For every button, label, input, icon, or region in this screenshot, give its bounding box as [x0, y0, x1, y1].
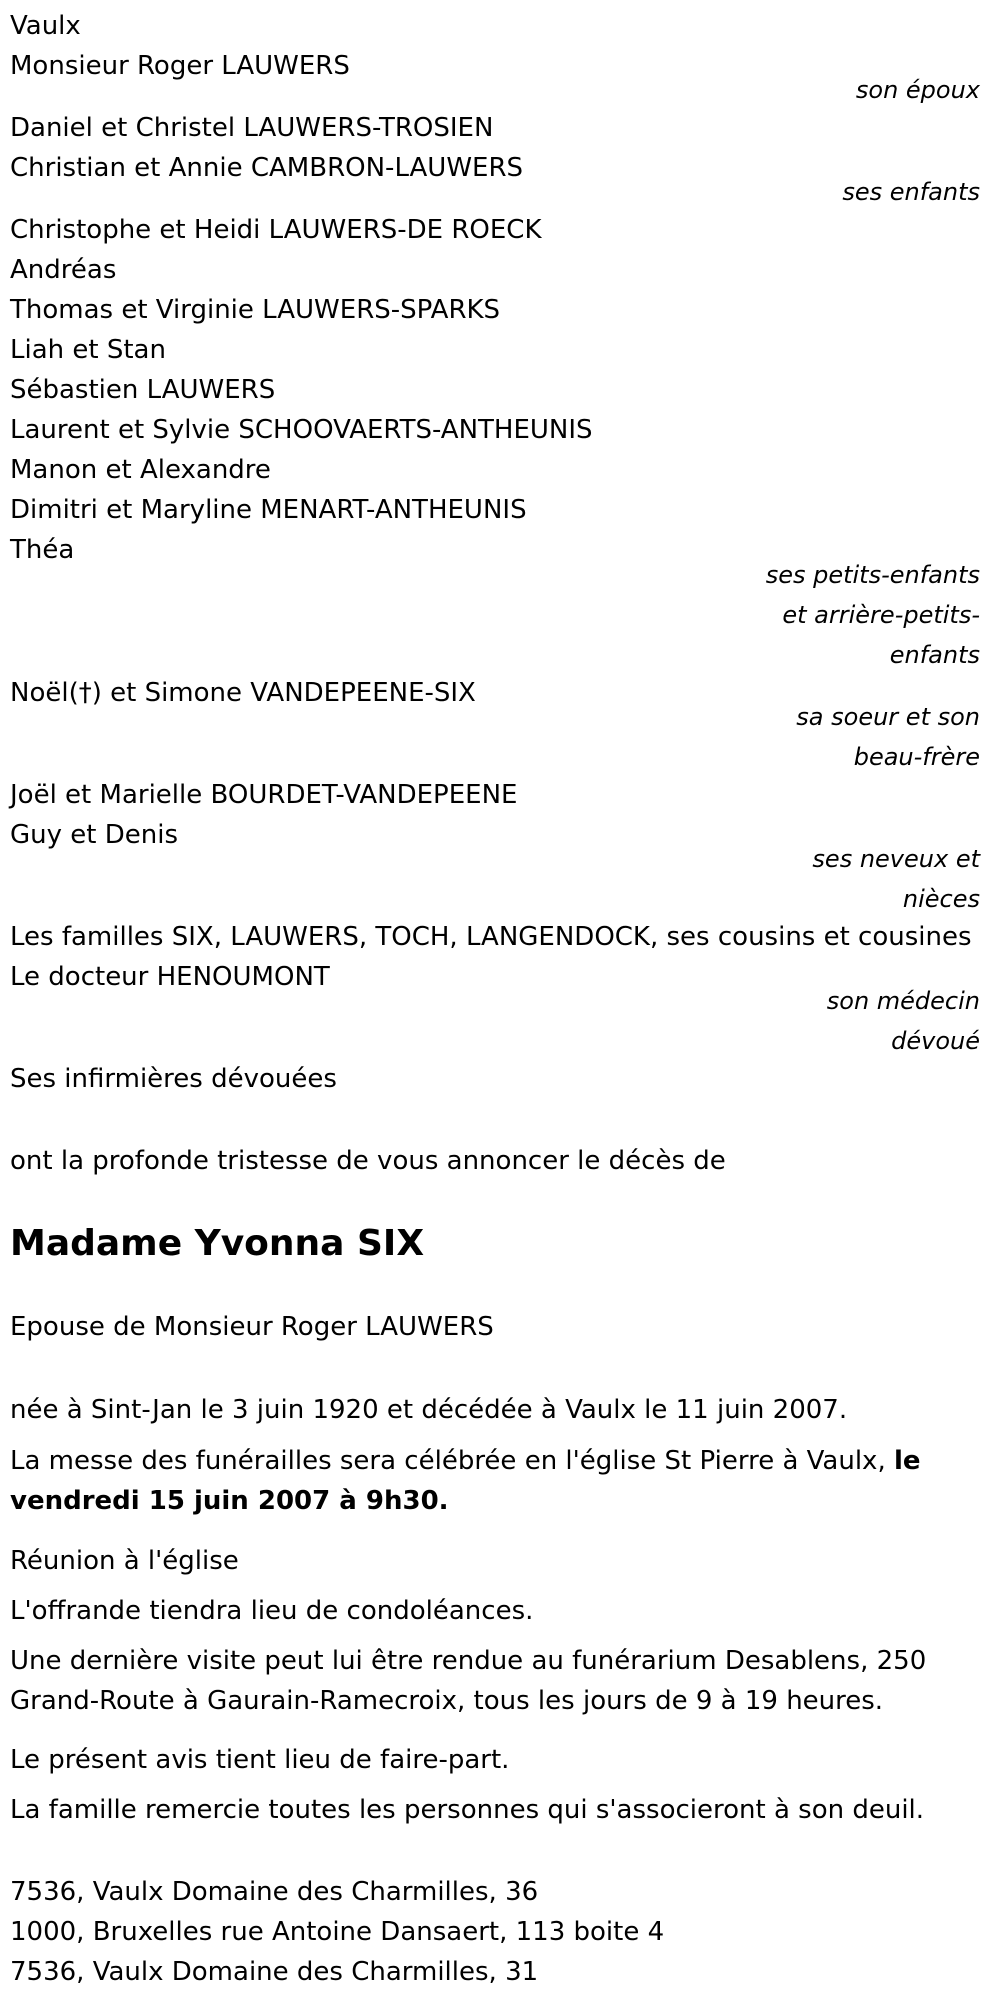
birth-death-line: née à Sint-Jan le 3 juin 1920 et décédée à Vaulx le 11 juin 2007.: [10, 1395, 848, 1425]
family-line: Vaulx: [10, 11, 81, 41]
address-line: 7536, Vaulx Domaine des Charmilles, 36: [10, 1877, 539, 1907]
family-line: Le docteur HENOUMONT: [10, 962, 330, 992]
visit-paragraph: Une dernière visite peut lui être rendue au funérarium Desablens, 250 Grand-Route à Gaurain-Ramecroix, tous les jours de 9 à 19 heures.: [10, 1646, 927, 1716]
relation-label: beau-frère: [853, 743, 980, 771]
relation-label: ses neveux et: [812, 845, 980, 873]
mass-date: le vendredi 15 juin 2007 à 9h30.: [10, 1446, 921, 1516]
family-line: Théa: [10, 535, 75, 565]
notice-line: Le présent avis tient lieu de faire-part.: [10, 1745, 510, 1775]
relation-label: dévoué: [891, 1027, 980, 1055]
relation-label: son médecin: [826, 987, 980, 1015]
family-line: Guy et Denis: [10, 820, 178, 850]
family-line: Christophe et Heidi LAUWERS-DE ROECK: [10, 215, 542, 245]
address-line: 1000, Bruxelles rue Antoine Dansaert, 113 boite 4: [10, 1917, 665, 1947]
offering-line: L'offrande tiendra lieu de condoléances.: [10, 1596, 534, 1626]
relation-label: son époux: [855, 76, 980, 104]
mass-paragraph: [10, 1441, 970, 1521]
relation-label: nièces: [902, 885, 980, 913]
family-line: Dimitri et Maryline MENART-ANTHEUNIS: [10, 495, 527, 525]
family-line: Monsieur Roger LAUWERS: [10, 51, 350, 81]
family-line: Laurent et Sylvie SCHOOVAERTS-ANTHEUNIS: [10, 415, 593, 445]
family-line: Daniel et Christel LAUWERS-TROSIEN: [10, 113, 494, 143]
family-line: Sébastien LAUWERS: [10, 375, 276, 405]
family-line: Noël(†) et Simone VANDEPEENE-SIX: [10, 678, 476, 708]
family-line: Liah et Stan: [10, 335, 166, 365]
relation-label: sa soeur et son: [796, 703, 980, 731]
relation-label: ses enfants: [842, 178, 980, 206]
family-line: Manon et Alexandre: [10, 455, 271, 485]
family-line: Thomas et Virginie LAUWERS-SPARKS: [10, 295, 501, 325]
family-line: Les familles SIX, LAUWERS, TOCH, LANGENDOCK, ses cousins et cousines: [10, 922, 972, 952]
mass-text: La messe des funérailles sera célébrée en l'église St Pierre à Vaulx,: [10, 1446, 894, 1476]
relation-label: et arrière-petits-: [782, 601, 980, 629]
family-line: Christian et Annie CAMBRON-LAUWERS: [10, 153, 524, 183]
thanks-line: La famille remercie toutes les personnes qui s'associeront à son deuil.: [10, 1795, 925, 1825]
relation-label: enfants: [889, 641, 980, 669]
reunion-line: Réunion à l'église: [10, 1546, 239, 1576]
family-line: Ses infirmières dévouées: [10, 1064, 337, 1094]
announcement-intro: ont la profonde tristesse de vous annoncer le décès de: [10, 1146, 726, 1176]
spouse-line: Epouse de Monsieur Roger LAUWERS: [10, 1312, 494, 1342]
family-line: Andréas: [10, 255, 117, 285]
relation-label: ses petits-enfants: [765, 561, 980, 589]
family-line: Joël et Marielle BOURDET-VANDEPEENE: [10, 780, 518, 810]
deceased-name: Madame Yvonna SIX: [10, 1223, 425, 1264]
address-line: 7536, Vaulx Domaine des Charmilles, 31: [10, 1957, 539, 1987]
